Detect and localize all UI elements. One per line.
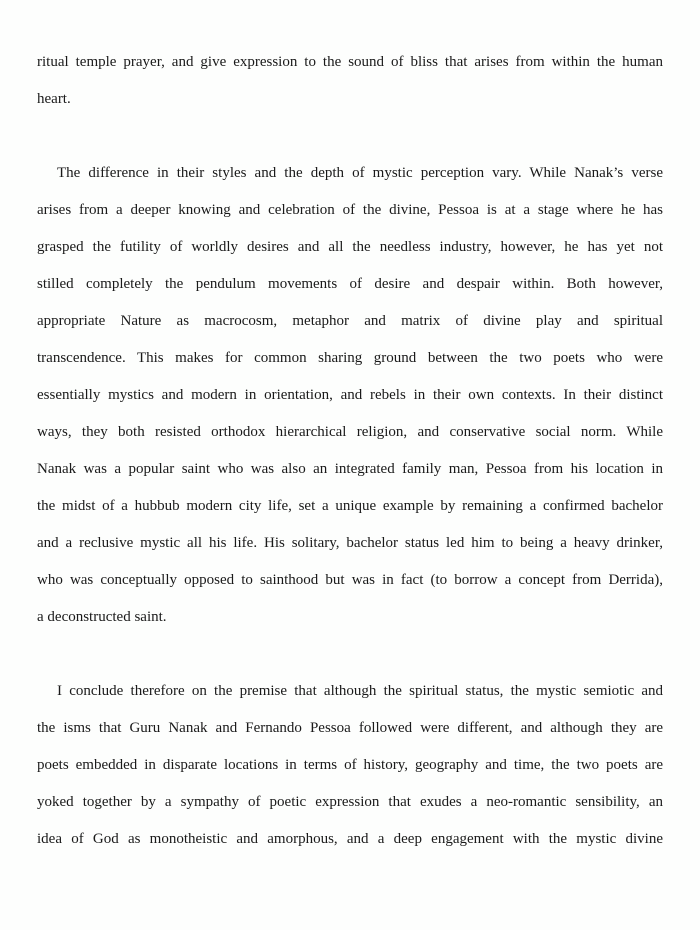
text-line: poets embedded in disparate locations in terms of history, geography and time, the two poets are: [37, 757, 663, 773]
text-line: I conclude therefore on the premise that although the spiritual status, the mystic semiotic and: [57, 683, 663, 699]
text-line: arises from a deeper knowing and celebration of the divine, Pessoa is at a stage where he has: [37, 202, 663, 218]
paragraph-2: [37, 155, 663, 636]
text-line: and a reclusive mystic all his life. His solitary, bachelor status led him to being a heavy drinker,: [37, 535, 663, 551]
paragraph-3: [37, 673, 663, 858]
paragraph-gap: [37, 636, 663, 673]
paragraph-gap: [37, 118, 663, 155]
text-line: appropriate Nature as macrocosm, metaphor and matrix of divine play and spiritual: [37, 313, 663, 329]
text-line: idea of God as monotheistic and amorphous, and a deep engagement with the mystic divine: [37, 831, 663, 847]
text-line: stilled completely the pendulum movements of desire and despair within. Both however,: [37, 276, 663, 292]
text-line: the isms that Guru Nanak and Fernando Pessoa followed were different, and although they are: [37, 720, 663, 736]
text-line: the midst of a hubbub modern city life, set a unique example by remaining a confirmed bachelor: [37, 498, 663, 514]
text-line: The difference in their styles and the depth of mystic perception vary. While Nanak’s verse: [57, 165, 663, 181]
text-line: ritual temple prayer, and give expression to the sound of bliss that arises from within the human: [37, 54, 663, 70]
text-line: transcendence. This makes for common sharing ground between the two poets who were: [37, 350, 663, 366]
text-line: ways, they both resisted orthodox hierarchical religion, and conservative social norm. While: [37, 424, 663, 440]
text-line: grasped the futility of worldly desires and all the needless industry, however, he has yet not: [37, 239, 663, 255]
document-page: [37, 44, 663, 858]
text-line: heart.: [37, 91, 71, 107]
text-line: who was conceptually opposed to sainthood but was in fact (to borrow a concept from Derrida),: [37, 572, 663, 588]
text-line: yoked together by a sympathy of poetic expression that exudes a neo-romantic sensibility, an: [37, 794, 663, 810]
paragraph-1: [37, 44, 663, 118]
text-line: Nanak was a popular saint who was also an integrated family man, Pessoa from his location in: [37, 461, 663, 477]
text-line: essentially mystics and modern in orientation, and rebels in their own contexts. In their distinct: [37, 387, 663, 403]
text-line: a deconstructed saint.: [37, 609, 167, 625]
